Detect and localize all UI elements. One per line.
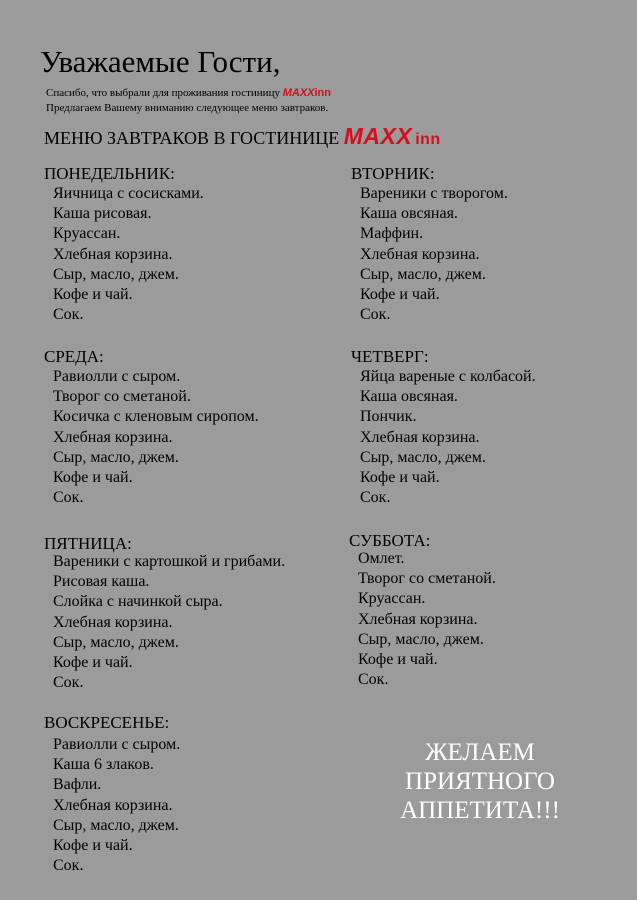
- day-block-tuesday: [351, 164, 508, 325]
- menu-list-friday: [53, 552, 285, 693]
- menu-item: Каша овсяная.: [360, 205, 458, 223]
- brand-logo-large: [344, 123, 441, 149]
- menu-item: Равиолли с сыром.: [53, 736, 181, 753]
- menu-item: Хлебная корзина.: [53, 428, 173, 446]
- menu-item: Каша 6 злаков.: [53, 756, 154, 774]
- bon-appetit-wish: [380, 738, 580, 825]
- menu-item: Круассан.: [358, 590, 426, 608]
- menu-item: Сыр, масло, джем.: [53, 448, 179, 466]
- menu-item: Сыр, масло, джем.: [360, 265, 486, 283]
- menu-item: Хлебная корзина.: [53, 796, 173, 814]
- menu-item: Каша овсяная.: [360, 388, 458, 406]
- menu-item: Пончик.: [360, 408, 417, 426]
- day-block-friday: [44, 534, 285, 693]
- menu-item: Сок.: [53, 306, 84, 324]
- menu-item: Хлебная корзина.: [360, 245, 480, 263]
- menu-item: Слойка с начинкой сыра.: [53, 593, 223, 611]
- menu-item: Хлебная корзина.: [358, 610, 478, 628]
- day-block-wednesday: [44, 347, 259, 508]
- brand-maxx-large: MAXX: [343, 123, 413, 149]
- brand-inn-large: inn: [415, 131, 441, 148]
- wish-line-2: ПРИЯТНОГО: [405, 768, 555, 795]
- menu-list-thursday: [360, 367, 536, 508]
- menu-item: Сыр, масло, джем.: [53, 265, 179, 283]
- menu-item: Кофе и чай.: [53, 837, 133, 855]
- menu-title: [44, 124, 441, 152]
- menu-item: Яичница с сосисками.: [53, 185, 204, 202]
- menu-item: Кофе и чай.: [53, 286, 133, 304]
- menu-list-wednesday: [53, 367, 259, 508]
- menu-item: Сыр, масло, джем.: [53, 816, 179, 834]
- intro-line-1: [46, 87, 331, 100]
- menu-item: Сыр, масло, джем.: [358, 630, 484, 648]
- menu-item: Творог со сметаной.: [358, 570, 496, 588]
- menu-item: Сок.: [53, 674, 84, 692]
- menu-item: Сыр, масло, джем.: [360, 448, 486, 466]
- day-title-wednesday: СРЕДА:: [44, 347, 104, 366]
- menu-item: Косичка с кленовым сиропом.: [53, 408, 259, 426]
- greeting-heading: Уважаемые Гости,: [40, 44, 281, 79]
- day-block-thursday: [351, 347, 536, 508]
- menu-item: Кофе и чай.: [53, 654, 133, 672]
- menu-item: Рисовая каша.: [53, 573, 150, 591]
- day-title-friday: ПЯТНИЦА:: [44, 534, 132, 553]
- menu-item: Вареники с творогом.: [360, 185, 508, 202]
- menu-item: Сок.: [360, 489, 391, 507]
- menu-item: Хлебная корзина.: [53, 245, 173, 263]
- menu-item: Кофе и чай.: [360, 469, 440, 487]
- menu-item: Омлет.: [358, 550, 405, 567]
- menu-item: Сок.: [358, 671, 389, 689]
- menu-item: Сок.: [53, 857, 84, 875]
- day-title-tuesday: ВТОРНИК:: [351, 164, 435, 183]
- menu-item: Хлебная корзина.: [53, 613, 173, 631]
- menu-list-tuesday: [360, 184, 508, 325]
- brand-logo-small: [283, 87, 331, 99]
- menu-list-monday: [53, 184, 204, 325]
- menu-item: Сок.: [53, 489, 84, 507]
- menu-item: Яйца вареные с колбасой.: [360, 368, 536, 385]
- menu-item: Равиолли с сыром.: [53, 368, 181, 385]
- menu-item: Каша рисовая.: [53, 205, 152, 223]
- menu-item: Сыр, масло, джем.: [53, 633, 179, 651]
- wish-line-3: АППЕТИТА!!!: [400, 797, 560, 824]
- menu-item: Вареники с картошкой и грибами.: [53, 553, 286, 570]
- day-block-sunday: [44, 713, 180, 876]
- menu-item: Маффин.: [360, 225, 424, 243]
- menu-title-text: МЕНЮ ЗАВТРАКОВ В ГОСТИНИЦЕ: [44, 128, 340, 148]
- menu-item: Кофе и чай.: [53, 469, 133, 487]
- menu-item: Кофе и чай.: [360, 286, 440, 304]
- day-title-sunday: ВОСКРЕСЕНЬЕ:: [44, 713, 170, 732]
- intro-text-1: Спасибо, что выбрали для проживания гостиницу: [46, 87, 280, 99]
- day-block-monday: [44, 164, 204, 325]
- menu-item: Творог со сметаной.: [53, 388, 191, 406]
- wish-line-1: ЖЕЛАЕМ: [425, 739, 535, 766]
- menu-list-saturday: [358, 549, 496, 690]
- menu-list-sunday: [53, 735, 180, 876]
- menu-item: Вафли.: [53, 776, 102, 794]
- day-block-saturday: [349, 531, 496, 690]
- brand-maxx: MAXX: [282, 87, 315, 99]
- menu-item: Круассан.: [53, 225, 121, 243]
- day-title-monday: ПОНЕДЕЛЬНИК:: [44, 164, 175, 183]
- menu-item: Хлебная корзина.: [360, 428, 480, 446]
- day-title-saturday: СУББОТА:: [349, 531, 431, 550]
- brand-inn: inn: [314, 87, 331, 99]
- day-title-thursday: ЧЕТВЕРГ:: [351, 347, 429, 366]
- menu-item: Кофе и чай.: [358, 651, 438, 669]
- intro-line-2: Предлагаем Вашему вниманию следующее меню завтраков.: [46, 102, 329, 114]
- menu-item: Сок.: [360, 306, 391, 324]
